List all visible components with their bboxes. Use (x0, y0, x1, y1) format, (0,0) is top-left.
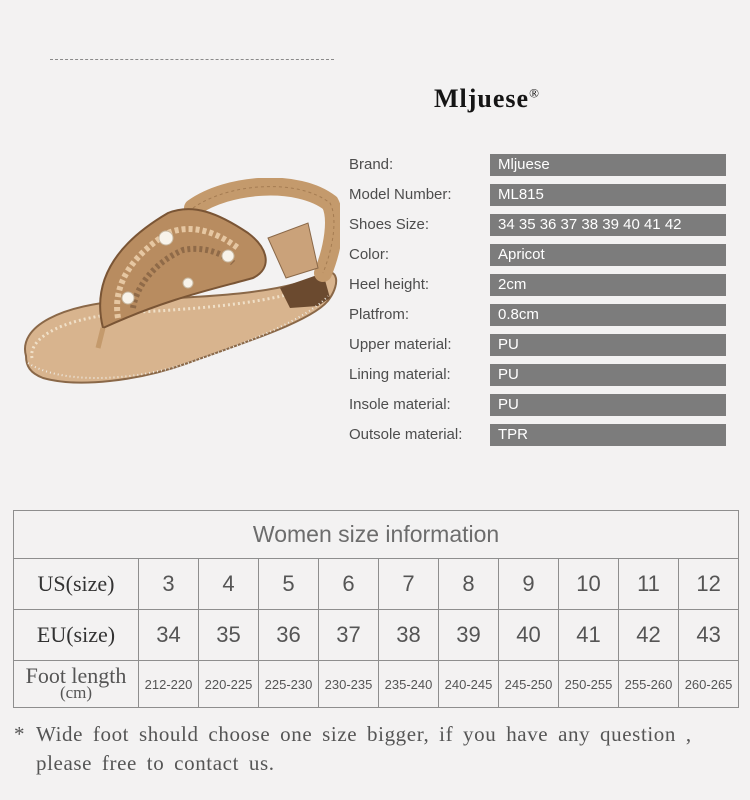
foot-length-label: Foot length (25, 663, 127, 688)
spec-label: Heel height: (349, 276, 430, 293)
table-cell: 41 (559, 610, 619, 661)
table-cell: 3 (139, 559, 199, 610)
spec-label: Shoes Size: (349, 216, 430, 233)
spec-row-insole-material (349, 394, 727, 416)
spec-value: 2cm (490, 274, 726, 296)
spec-value: ML815 (490, 184, 726, 206)
us-size-header: US(size) (14, 559, 139, 610)
table-cell: 35 (199, 610, 259, 661)
spec-value: Apricot (490, 244, 726, 266)
sandal-product-image (18, 178, 340, 403)
table-cell: 7 (379, 559, 439, 610)
table-cell: 12 (679, 559, 739, 610)
spec-value: PU (490, 334, 726, 356)
spec-row-lining-material (349, 364, 727, 386)
registered-mark: ® (529, 85, 540, 101)
spec-value: 0.8cm (490, 304, 726, 326)
spec-label: Model Number: (349, 186, 452, 203)
table-cell: 225-230 (259, 661, 319, 708)
table-cell: 38 (379, 610, 439, 661)
spec-value: 34 35 36 37 38 39 40 41 42 (490, 214, 726, 236)
table-row-foot-length (14, 661, 739, 708)
table-cell: 37 (319, 610, 379, 661)
brand-title (434, 84, 540, 114)
table-cell: 4 (199, 559, 259, 610)
table-cell: 260-265 (679, 661, 739, 708)
table-cell: 42 (619, 610, 679, 661)
table-row-us (14, 559, 739, 610)
spec-label: Color: (349, 246, 390, 263)
table-cell: 5 (259, 559, 319, 610)
eu-size-header: EU(size) (14, 610, 139, 661)
table-cell: 36 (259, 610, 319, 661)
table-cell: 220-225 (199, 661, 259, 708)
table-cell: 40 (499, 610, 559, 661)
spec-value: PU (490, 394, 726, 416)
size-table (13, 510, 739, 708)
size-advice-note (14, 720, 744, 778)
spec-label: Insole material: (349, 396, 451, 413)
spec-row-upper-material (349, 334, 727, 356)
spec-label: Brand: (349, 156, 394, 173)
spec-row-outsole-material (349, 424, 727, 446)
spec-label: Outsole material: (349, 426, 463, 443)
table-cell: 43 (679, 610, 739, 661)
table-cell: 235-240 (379, 661, 439, 708)
table-cell: 230-235 (319, 661, 379, 708)
spec-label: Upper material: (349, 336, 452, 353)
spec-row-heel-height (349, 274, 727, 296)
spec-value: TPR (490, 424, 726, 446)
table-cell: 10 (559, 559, 619, 610)
spec-row-model-number (349, 184, 727, 206)
foot-length-unit: (cm) (59, 683, 93, 702)
table-cell: 255-260 (619, 661, 679, 708)
note-line-2: please free to contact us. (36, 751, 275, 775)
spec-label: Lining material: (349, 366, 451, 383)
table-cell: 240-245 (439, 661, 499, 708)
table-cell: 6 (319, 559, 379, 610)
note-line-1: Wide foot should choose one size bigger, if you have any question , (36, 722, 692, 746)
spec-row-shoes-size (349, 214, 727, 236)
table-cell: 250-255 (559, 661, 619, 708)
spec-value: Mljuese (490, 154, 726, 176)
table-cell: 39 (439, 610, 499, 661)
spec-row-platform (349, 304, 727, 326)
brand-title-text: Mljuese (434, 84, 530, 113)
table-cell: 245-250 (499, 661, 559, 708)
table-cell: 34 (139, 610, 199, 661)
spec-row-brand (349, 154, 727, 176)
table-cell: 9 (499, 559, 559, 610)
table-row-eu (14, 610, 739, 661)
spec-value: PU (490, 364, 726, 386)
asterisk: * (14, 722, 26, 746)
table-cell: 11 (619, 559, 679, 610)
spec-label: Platfrom: (349, 306, 410, 323)
table-cell: 212-220 (139, 661, 199, 708)
size-table-title: Women size information (14, 511, 739, 559)
foot-length-header (14, 661, 139, 708)
decorative-dashed-line (50, 59, 334, 60)
table-cell: 8 (439, 559, 499, 610)
spec-row-color (349, 244, 727, 266)
